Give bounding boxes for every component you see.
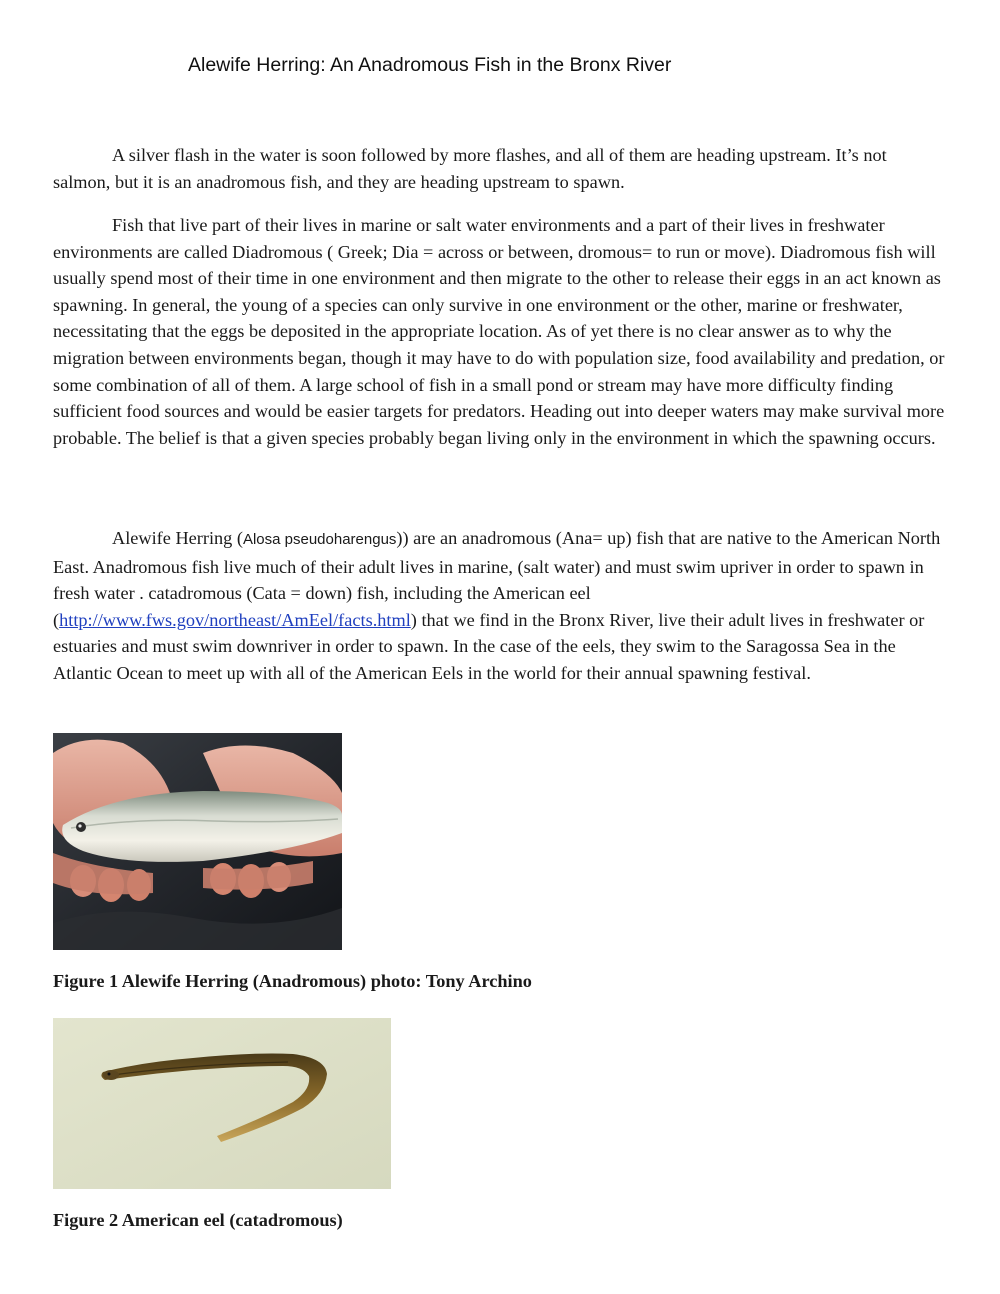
alewife-herring-photo <box>53 733 342 950</box>
figure-2-caption: Figure 2 American eel (catadromous) <box>53 1210 343 1230</box>
paragraph-alewife <box>53 525 946 687</box>
american-eel-photo <box>53 1018 391 1189</box>
paragraph-alewife-text-c: ) that we find in the Bronx River, live their adult lives in freshwater or estuaries and must swim downriver in order to spawn. In the case of the eels, they swim to the Saragossa Sea in the Atlantic Ocean to meet up with all of the American Eels in the world for their annual spawning festival. <box>53 609 925 683</box>
paragraph-intro <box>53 142 946 195</box>
document-title: Alewife Herring: An Anadromous Fish in the Bronx River <box>188 54 672 76</box>
paragraph-intro-text: A silver flash in the water is soon followed by more flashes, and all of them are heading upstream. It’s not salmon, but it is an anadromous fish, and they are heading upstream to spawn. <box>53 145 887 192</box>
figure-1-caption: Figure 1 Alewife Herring (Anadromous) photo: Tony Archino <box>53 971 532 991</box>
scientific-name: Alosa pseudoharengus <box>242 531 397 548</box>
paragraph-diadromous <box>53 212 946 451</box>
paragraph-diadromous-text: Fish that live part of their lives in marine or salt water environments and a part of their lives in freshwater environments are called Diadromous ( Greek; Dia = across or between, dromous= to run or move). Diadromous fish will usually spend most of their time in one environment and then migrate to the other to release their eggs in an act known as spawning. In general, the young of a species can only survive in one environment or the other, marine or freshwater, necessitating that the eggs be deposited in the appropriate location. As of yet there is no clear answer as to why the migration between environments began, though it may have to do with population size, food availability and predation, or some combination of all of them. A large school of fish in a small pond or stream may have more difficulty finding sufficient food sources and would be easier targets for predators. Heading out into deeper waters may make survival more probable. The belief is that a given species probably began living only in the environment in which the spawning occurs. <box>53 215 945 448</box>
paragraph-alewife-text-a: Alewife Herring ( <box>112 528 243 548</box>
paragraph-alewife-text-b: )) are an anadromous (Ana= up) fish that are native to the American North East. Anadromous fish live much of their adult lives in marine, (salt water) and must swim upriver in order to spawn in fresh water . catadromous (Cata = down) fish, including the American eel ( <box>53 528 941 630</box>
fws-eel-facts-link[interactable]: http://www.fws.gov/northeast/AmEel/facts.html <box>59 609 411 630</box>
